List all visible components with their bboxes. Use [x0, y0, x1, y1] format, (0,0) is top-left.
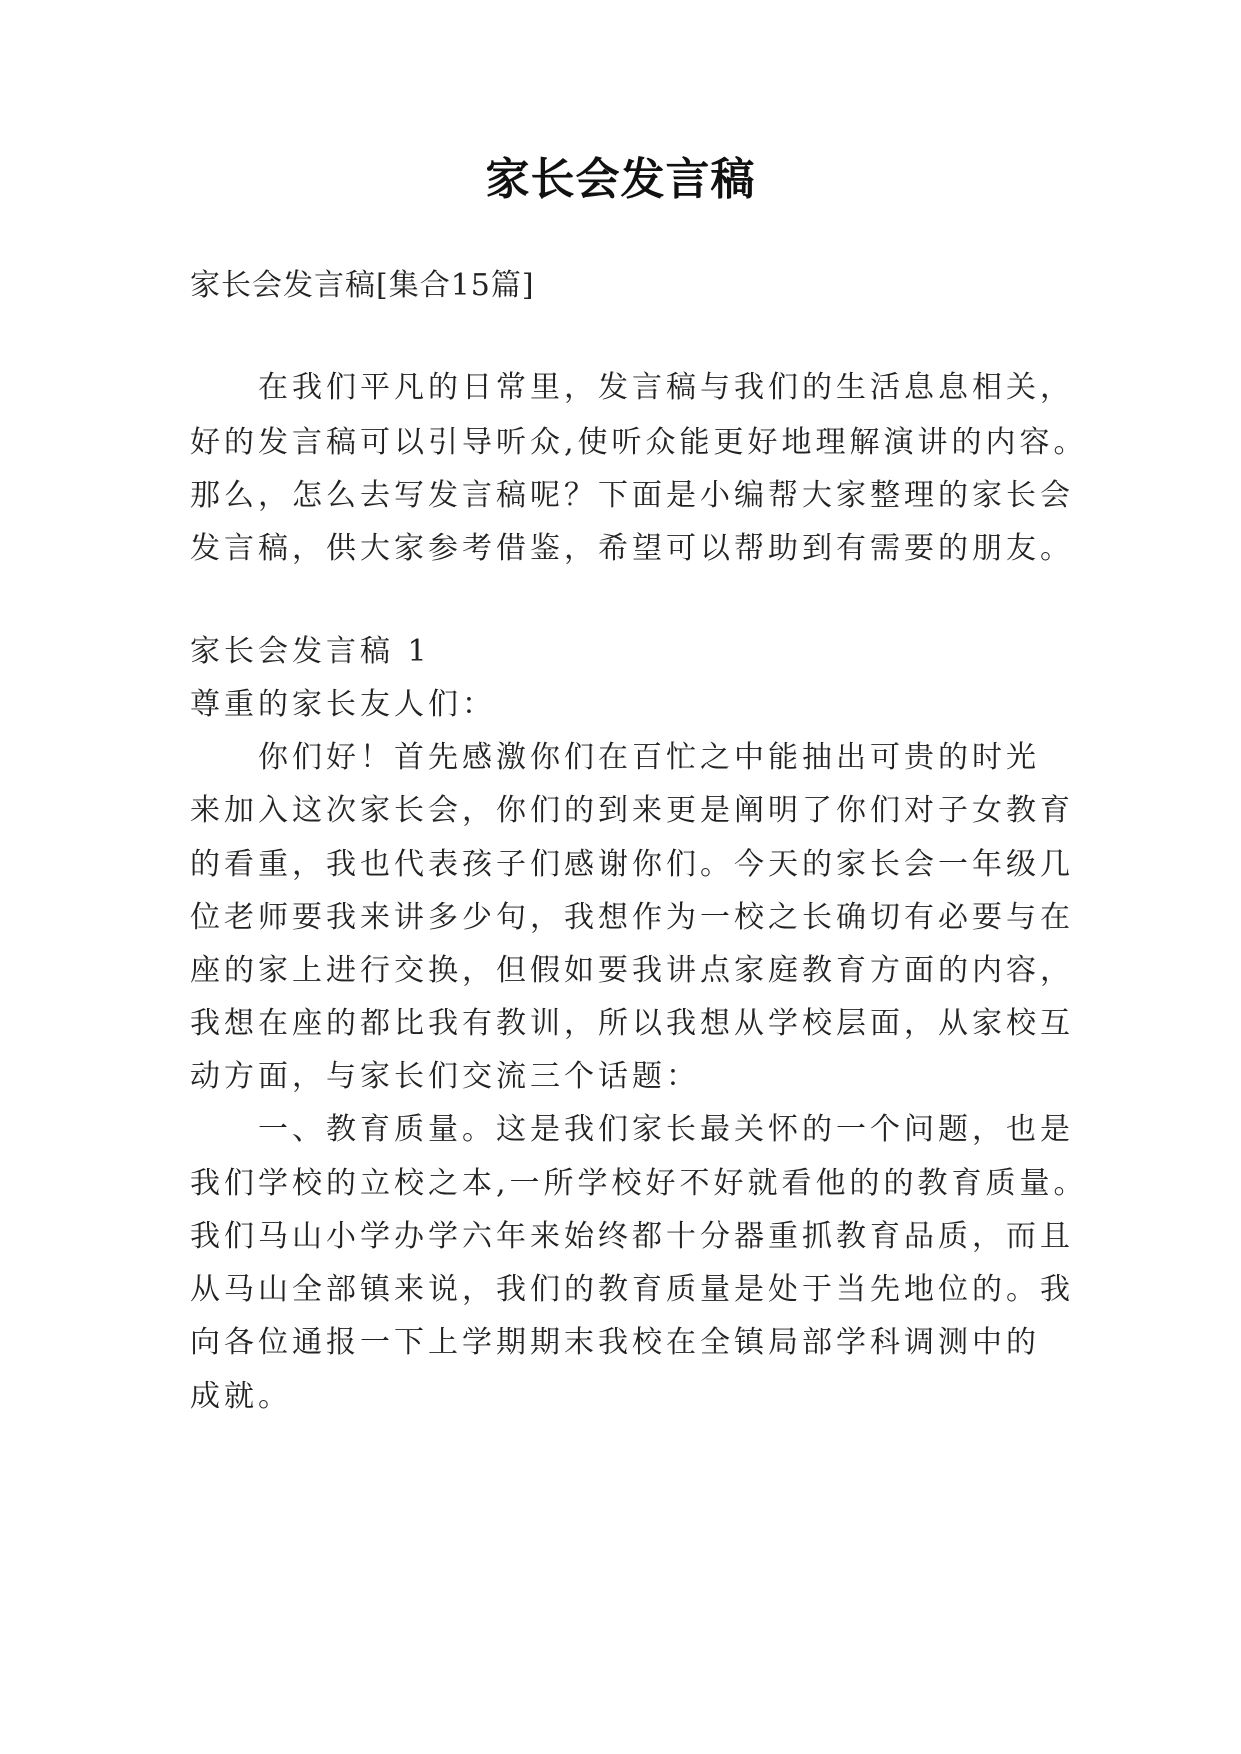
- paragraph-line: 一、教育质量。这是我们家长最关怀的一个问题，也是: [258, 1112, 1074, 1147]
- section-heading: 家长会发言稿 1: [190, 634, 431, 669]
- paragraph-line: 座的家上进行交换，但假如要我讲点家庭教育方面的内容，: [190, 953, 1074, 988]
- intro-line: 发言稿，供大家参考借鉴，希望可以帮助到有需要的朋友。: [190, 531, 1074, 566]
- paragraph-line: 我们马山小学办学六年来始终都十分器重抓教育品质，而且: [190, 1219, 1074, 1254]
- paragraph-line: 你们好！首先感激你们在百忙之中能抽出可贵的时光: [258, 740, 1040, 775]
- intro-line: 在我们平凡的日常里，发言稿与我们的生活息息相关，: [258, 370, 1074, 405]
- salutation: 尊重的家长友人们：: [190, 687, 496, 722]
- paragraph-line: 的看重，我也代表孩子们感谢你们。今天的家长会一年级几: [190, 847, 1074, 882]
- document-subtitle: 家长会发言稿[集合15篇]: [190, 268, 535, 303]
- intro-line: 那么，怎么去写发言稿呢？下面是小编帮大家整理的家长会: [190, 478, 1074, 513]
- paragraph-line: 位老师要我来讲多少句，我想作为一校之长确切有必要与在: [190, 900, 1074, 935]
- paragraph-line: 我想在座的都比我有教训，所以我想从学校层面，从家校互: [190, 1006, 1074, 1041]
- paragraph-line: 动方面，与家长们交流三个话题：: [190, 1059, 700, 1094]
- intro-line: 好的发言稿可以引导听众,使听众能更好地理解演讲的内容。: [190, 425, 1088, 460]
- paragraph-line: 来加入这次家长会，你们的到来更是阐明了你们对子女教育: [190, 793, 1074, 828]
- paragraph-line: 从马山全部镇来说，我们的教育质量是处于当先地位的。我: [190, 1272, 1074, 1307]
- paragraph-line: 我们学校的立校之本,一所学校好不好就看他的的教育质量。: [190, 1166, 1088, 1201]
- paragraph-line: 成就。: [190, 1379, 292, 1414]
- paragraph-line: 向各位通报一下上学期期末我校在全镇局部学科调测中的: [190, 1325, 1040, 1360]
- document-title: 家长会发言稿: [485, 154, 756, 205]
